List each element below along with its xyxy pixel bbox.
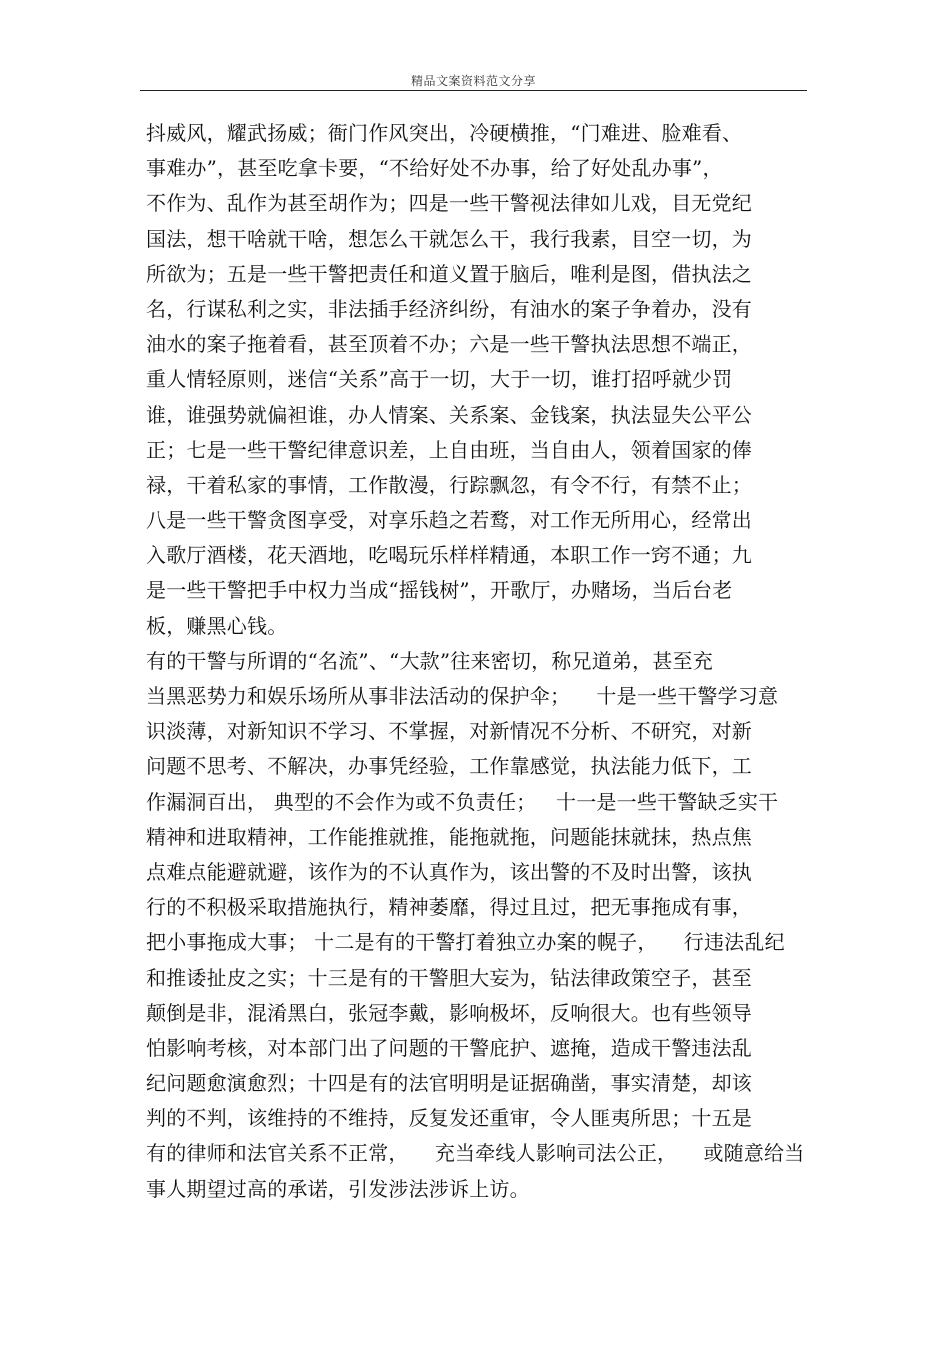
- text-line: 当黑恶势力和娱乐场所从事非法活动的保护伞； 十是一些干警学习意: [146, 684, 779, 708]
- page-header: 精品文案资料范文分享: [410, 74, 536, 88]
- text-line: 作漏洞百出， 典型的不会作为或不负责任； 十一是一些干警缺乏实干: [146, 789, 779, 814]
- text-line: 名，行谋私利之实，非法插手经济纠纷，有油水的案子争着办，没有: [146, 296, 752, 321]
- text-line: 判的不判，该维持的不维持，反复发还重审，令人匪夷所思；十五是: [146, 1106, 752, 1131]
- text-line: 八是一些干警贪图享受，对享乐趋之若鹜，对工作无所用心，经常出: [146, 508, 752, 533]
- text-line: 行的不积极采取措施执行，精神萎靡，得过且过，把无事拖成有事，: [146, 895, 752, 920]
- text-line: 抖威风，耀武扬威；衙门作风突出，冷硬横推，“门难进、脸难看、: [146, 121, 743, 145]
- header-divider: [140, 90, 807, 91]
- text-line: 是一些干警把手中权力当成“摇钱树”，开歌厅，办赌场，当后台老: [146, 578, 733, 603]
- text-line: 事难办”，甚至吃拿卡要，“不给好处不办事，给了好处乱办事”，: [146, 156, 723, 181]
- text-line: 事人期望过高的承诺，引发涉法涉诉上访。: [146, 1176, 530, 1201]
- text-line: 不作为、乱作为甚至胡作为；四是一些干警视法律如儿戏，目无党纪: [146, 191, 752, 216]
- text-line: 有的律师和法官关系不正常， 充当牵线人影响司法公正， 或随意给当: [146, 1141, 805, 1166]
- text-line: 问题不思考、不解决，办事凭经验，工作靠感觉，执法能力低下，工: [146, 754, 752, 779]
- text-line: 谁，谁强势就偏袒谁，办人情案、关系案、金钱案，执法显失公平公: [146, 402, 752, 427]
- text-line: 颠倒是非，混淆黑白，张冠李戴，影响极坏，反响很大。也有些领导: [146, 1000, 752, 1025]
- text-line: 重人情轻原则，迷信“关系”高于一切，大于一切，谁打招呼就少罚: [146, 367, 733, 392]
- text-line: 点难点能避就避，该作为的不认真作为，该出警的不及时出警，该执: [146, 859, 752, 884]
- text-line: 国法，想干啥就干啥，想怎么干就怎么干，我行我素，目空一切，为: [146, 226, 752, 251]
- text-line: 把小事拖成大事； 十二是有的干警打着独立办案的幌子， 行违法乱纪: [146, 930, 785, 955]
- text-line: 纪问题愈演愈烈；十四是有的法官明明是证据确凿，事实清楚，却该: [146, 1071, 752, 1096]
- text-line: 正；七是一些干警纪律意识差，上自由班，当自由人，领着国家的俸: [146, 437, 752, 462]
- text-line: 精神和进取精神，工作能推就推，能拖就拖，问题能抹就抹，热点焦: [146, 824, 752, 849]
- text-line: 入歌厅酒楼，花天酒地，吃喝玩乐样样精通，本职工作一窍不通；九: [146, 543, 752, 568]
- text-line: 板，赚黑心钱。: [146, 613, 288, 638]
- text-line: 和推诿扯皮之实；十三是有的干警胆大妄为，钻法律政策空子，甚至: [146, 965, 752, 990]
- text-line: 禄，干着私家的事情，工作散漫，行踪飘忽，有令不行，有禁不止；: [146, 472, 752, 497]
- text-line: 识淡薄，对新知识不学习、不掌握，对新情况不分析、不研究，对新: [146, 719, 752, 744]
- text-line: 所欲为；五是一些干警把责任和道义置于脑后，唯利是图，借执法之: [146, 261, 752, 286]
- text-line: 有的干警与所谓的“名流”、“大款”往来密切，称兄道弟，甚至充: [146, 648, 713, 673]
- text-line: 油水的案子拖着看，甚至顶着不办；六是一些干警执法思想不端正，: [146, 332, 752, 357]
- text-line: 怕影响考核，对本部门出了问题的干警庇护、遮掩，造成干警违法乱: [146, 1035, 752, 1060]
- body-text: [146, 116, 806, 1207]
